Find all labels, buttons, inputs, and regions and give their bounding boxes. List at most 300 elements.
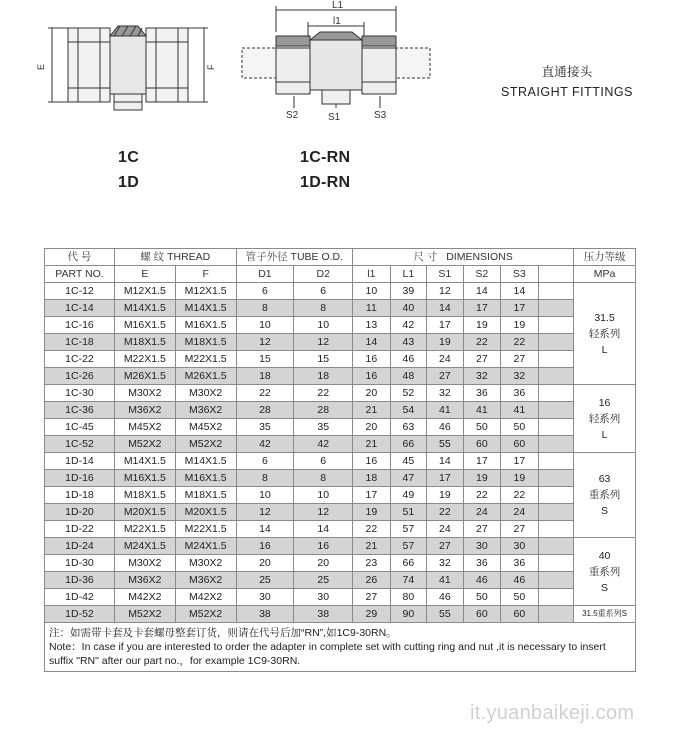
table-cell: 25: [236, 572, 294, 589]
table-cell: 1D-24: [45, 538, 115, 555]
table-cell: 17: [501, 300, 539, 317]
table-cell: 14: [353, 334, 391, 351]
pressure-cell: [574, 283, 636, 385]
table-cell: 42: [294, 436, 353, 453]
header-s2: S2: [463, 266, 501, 283]
table-cell: 36: [463, 555, 501, 572]
pressure-series: L: [601, 343, 608, 356]
table-cell-empty: [538, 283, 574, 300]
table-cell: M22X1.5: [114, 521, 175, 538]
table-cell: 1C-26: [45, 368, 115, 385]
table-cell: M30X2: [175, 385, 236, 402]
table-cell: 50: [463, 589, 501, 606]
table-cell: M24X1.5: [114, 538, 175, 555]
table-cell: 36: [463, 385, 501, 402]
table-cell: 40: [390, 300, 426, 317]
table-cell: 8: [236, 470, 294, 487]
table-cell: M12X1.5: [114, 283, 175, 300]
table-cell-empty: [538, 589, 574, 606]
pressure-value: 40: [598, 549, 611, 562]
table-cell: M36X2: [114, 572, 175, 589]
note-cell: [45, 623, 636, 672]
table-cell: M18X1.5: [175, 487, 236, 504]
table-header-row-2: [45, 266, 636, 283]
table-cell: 12: [236, 504, 294, 521]
table-cell: 80: [390, 589, 426, 606]
fitting-rn-drawing: [236, 0, 466, 124]
table-cell: 52: [390, 385, 426, 402]
pressure-series: S: [601, 505, 609, 517]
note-chinese: 注：如需带卡套及卡套螺母整套订货，则请在代号后加“RN”,如1C9-30RN。: [49, 627, 397, 639]
table-body: [45, 283, 636, 623]
table-cell: 27: [463, 351, 501, 368]
table-cell: 50: [463, 419, 501, 436]
table-cell: 46: [427, 419, 463, 436]
table-cell: M30X2: [114, 555, 175, 572]
pressure-cn: 轻系列: [588, 327, 621, 340]
table-cell: 22: [294, 385, 353, 402]
table-cell: M16X1.5: [175, 317, 236, 334]
table-cell: 6: [294, 453, 353, 470]
table-cell: M45X2: [114, 419, 175, 436]
table-cell-empty: [538, 334, 574, 351]
table-cell: 42: [236, 436, 294, 453]
table-cell: 57: [390, 521, 426, 538]
table-cell: 27: [427, 538, 463, 555]
table-cell: 50: [501, 419, 539, 436]
table-cell: 30: [236, 589, 294, 606]
table-cell: M24X1.5: [175, 538, 236, 555]
table-cell: M18X1.5: [114, 334, 175, 351]
table-cell: 32: [501, 368, 539, 385]
table-cell: 30: [463, 538, 501, 555]
table-cell: M52X2: [175, 436, 236, 453]
table-cell: 10: [294, 317, 353, 334]
caption-chinese: 直通接头: [541, 65, 593, 79]
table-cell-empty: [538, 538, 574, 555]
table-cell: M14X1.5: [114, 300, 175, 317]
header-code-cn: 代 号: [45, 249, 115, 266]
table-cell: M14X1.5: [114, 453, 175, 470]
table-cell: 11: [353, 300, 391, 317]
table-cell: 16: [236, 538, 294, 555]
table-cell: 17: [463, 300, 501, 317]
header-s1: S1: [427, 266, 463, 283]
table-cell: 66: [390, 555, 426, 572]
table-row: [45, 436, 636, 453]
table-cell: 46: [390, 351, 426, 368]
table-cell: 32: [427, 555, 463, 572]
pressure-cell: [574, 453, 636, 538]
table-cell: 27: [427, 368, 463, 385]
table-cell-empty: [538, 606, 574, 623]
table-cell: 60: [501, 436, 539, 453]
table-cell: M18X1.5: [175, 334, 236, 351]
table-cell: 13: [353, 317, 391, 334]
table-cell: 12: [236, 334, 294, 351]
table-cell: 46: [427, 589, 463, 606]
table-row: [45, 402, 636, 419]
table-row: [45, 317, 636, 334]
table-cell: 24: [427, 351, 463, 368]
table-cell: 18: [236, 368, 294, 385]
pressure-value: 31.5: [594, 311, 615, 324]
table-cell: 8: [236, 300, 294, 317]
table-row: [45, 334, 636, 351]
watermark: it.yuanbaikeji.com: [470, 702, 635, 724]
header-s3: S3: [501, 266, 539, 283]
header-l-small: l1: [353, 266, 391, 283]
table-cell: M22X1.5: [114, 351, 175, 368]
caption-english: STRAIGHT FITTINGS: [501, 85, 633, 99]
table-cell-empty: [538, 504, 574, 521]
pressure-cell: [574, 385, 636, 453]
table-row: [45, 555, 636, 572]
table-cell: 10: [353, 283, 391, 300]
table-row: [45, 572, 636, 589]
table-cell-empty: [538, 436, 574, 453]
table-cell: 20: [353, 385, 391, 402]
table-cell: 1C-45: [45, 419, 115, 436]
table-cell: 60: [463, 436, 501, 453]
table-cell: 18: [294, 368, 353, 385]
table-cell-empty: [538, 385, 574, 402]
table-cell: 8: [294, 470, 353, 487]
header-thread-en: THREAD: [167, 251, 211, 263]
table-cell: 15: [294, 351, 353, 368]
table-cell-empty: [538, 487, 574, 504]
table-cell-empty: [538, 402, 574, 419]
table-cell: 17: [501, 453, 539, 470]
table-cell: 21: [353, 436, 391, 453]
table-cell: 19: [353, 504, 391, 521]
header-tube: [236, 249, 353, 266]
table-cell: 21: [353, 538, 391, 555]
table-cell: 45: [390, 453, 426, 470]
dimension-f-label: F: [206, 64, 216, 70]
table-cell: 30: [294, 589, 353, 606]
table-cell: 21: [353, 402, 391, 419]
table-cell: 18: [353, 470, 391, 487]
table-cell: 1D-20: [45, 504, 115, 521]
table-cell: 36: [501, 385, 539, 402]
table-cell: 14: [427, 453, 463, 470]
table-cell: M52X2: [114, 606, 175, 623]
table-cell: M20X1.5: [114, 504, 175, 521]
table-cell-empty: [538, 351, 574, 368]
table-row: [45, 606, 636, 623]
table-row: [45, 300, 636, 317]
table-cell: 17: [353, 487, 391, 504]
table-cell: 14: [463, 283, 501, 300]
table-cell: 26: [353, 572, 391, 589]
pressure-cn: 轻系列: [588, 412, 621, 425]
table-cell: 1D-30: [45, 555, 115, 572]
table-cell: 22: [353, 521, 391, 538]
table-cell: M42X2: [114, 589, 175, 606]
pressure-value: 31.5重系列S: [582, 609, 628, 618]
table-cell: 17: [427, 470, 463, 487]
table-cell: 16: [353, 368, 391, 385]
table-cell: 16: [353, 453, 391, 470]
table-cell: 32: [463, 368, 501, 385]
table-cell: 35: [294, 419, 353, 436]
table-cell: 1C-18: [45, 334, 115, 351]
header-l1: L1: [390, 266, 426, 283]
table-cell: 60: [463, 606, 501, 623]
s3-label: S3: [374, 110, 387, 121]
table-row: [45, 487, 636, 504]
table-cell: 55: [427, 606, 463, 623]
model-1d-label: 1D: [118, 174, 140, 191]
table-row: [45, 419, 636, 436]
dimension-l1-label: L1: [332, 0, 344, 11]
table-cell: 16: [294, 538, 353, 555]
table-cell: 29: [353, 606, 391, 623]
table-cell-empty: [538, 300, 574, 317]
note-row: [45, 623, 636, 672]
dimension-e-label: E: [36, 63, 46, 70]
header-mpa: MPa: [574, 266, 636, 283]
table-cell: 1C-14: [45, 300, 115, 317]
table-cell: 12: [294, 504, 353, 521]
table-cell: 28: [294, 402, 353, 419]
table-cell: 1D-14: [45, 453, 115, 470]
table-cell: M26X1.5: [175, 368, 236, 385]
table-row: [45, 470, 636, 487]
table-cell: 39: [390, 283, 426, 300]
table-cell: M26X1.5: [114, 368, 175, 385]
s1-label: S1: [328, 112, 341, 123]
table-cell: 1D-36: [45, 572, 115, 589]
table-cell: 46: [463, 572, 501, 589]
table-cell: 54: [390, 402, 426, 419]
table-row: [45, 453, 636, 470]
header-dimensions: [353, 249, 574, 266]
table-cell: M42X2: [175, 589, 236, 606]
table-cell: M36X2: [175, 572, 236, 589]
table-cell: 41: [463, 402, 501, 419]
model-1c-rn-label: 1C-RN: [300, 149, 351, 166]
table-cell: 12: [294, 334, 353, 351]
header-pressure-cn: 压力等级: [574, 249, 636, 266]
table-cell: 19: [427, 487, 463, 504]
table-cell: 66: [390, 436, 426, 453]
pressure-cell: [574, 606, 636, 623]
table-cell-empty: [538, 453, 574, 470]
header-thread: [114, 249, 236, 266]
table-cell: 57: [390, 538, 426, 555]
table-cell: M14X1.5: [175, 300, 236, 317]
table-row: [45, 351, 636, 368]
table-cell: 19: [463, 470, 501, 487]
table-cell: 24: [463, 504, 501, 521]
note-english: Note：In case if you are interested to order the adapter in complete set with cutting ring and nut ,it is necessary to insert suffix "RN" after our part no.，for example 1C9-30RN.: [49, 641, 606, 667]
table-cell: 35: [236, 419, 294, 436]
table-cell: 50: [501, 589, 539, 606]
table-row: [45, 504, 636, 521]
table-cell: 28: [236, 402, 294, 419]
table-cell: 49: [390, 487, 426, 504]
table-cell: 12: [427, 283, 463, 300]
table-cell: M18X1.5: [114, 487, 175, 504]
table-cell: M36X2: [175, 402, 236, 419]
table-cell: 1C-36: [45, 402, 115, 419]
table-cell: 22: [501, 334, 539, 351]
table-cell: M45X2: [175, 419, 236, 436]
header-part-no: PART NO.: [45, 266, 115, 283]
table-row: [45, 521, 636, 538]
table-row: [45, 589, 636, 606]
header-dimensions-en: DIMENSIONS: [446, 251, 513, 263]
table-cell: 55: [427, 436, 463, 453]
table-cell: 48: [390, 368, 426, 385]
table-cell: 20: [294, 555, 353, 572]
table-cell: 14: [294, 521, 353, 538]
table-cell: 20: [353, 419, 391, 436]
table-cell-empty: [538, 368, 574, 385]
table-cell: 30: [501, 538, 539, 555]
table-row: [45, 385, 636, 402]
table-cell: M16X1.5: [114, 470, 175, 487]
table-cell: M14X1.5: [175, 453, 236, 470]
table-cell: 22: [501, 487, 539, 504]
table-cell: 19: [501, 470, 539, 487]
table-cell: 38: [236, 606, 294, 623]
table-cell: 22: [463, 334, 501, 351]
table-cell: 17: [463, 453, 501, 470]
table-cell: 47: [390, 470, 426, 487]
header-e: E: [114, 266, 175, 283]
table-cell-empty: [538, 555, 574, 572]
table-cell: 41: [427, 572, 463, 589]
table-cell: 20: [236, 555, 294, 572]
pressure-cn: 重系列: [588, 565, 621, 578]
table-cell: 22: [427, 504, 463, 521]
table-cell: M16X1.5: [175, 470, 236, 487]
table-cell: M12X1.5: [175, 283, 236, 300]
table-cell: 22: [236, 385, 294, 402]
table-cell: M52X2: [175, 606, 236, 623]
table-cell: 41: [501, 402, 539, 419]
header-f: F: [175, 266, 236, 283]
table-header-row-1: [45, 249, 636, 266]
table-cell: 42: [390, 317, 426, 334]
header-tube-cn: 管子外径: [245, 251, 288, 263]
header-d1: D1: [236, 266, 294, 283]
header-d2: D2: [294, 266, 353, 283]
table-row: [45, 538, 636, 555]
table-cell: M30X2: [175, 555, 236, 572]
table-cell: 51: [390, 504, 426, 521]
table-cell-empty: [538, 572, 574, 589]
table-cell: 16: [353, 351, 391, 368]
table-cell-empty: [538, 419, 574, 436]
table-cell: 10: [236, 317, 294, 334]
table-cell: 27: [353, 589, 391, 606]
table-cell: M30X2: [114, 385, 175, 402]
table-cell: 63: [390, 419, 426, 436]
pressure-series: S: [601, 581, 609, 594]
pressure-cn: 重系列: [588, 489, 621, 501]
table-cell: 19: [501, 317, 539, 334]
table-cell: 1D-42: [45, 589, 115, 606]
dimension-small-l1-label: l1: [333, 16, 341, 27]
table-cell: 10: [236, 487, 294, 504]
table-row: [45, 368, 636, 385]
model-1d-rn-label: 1D-RN: [300, 174, 351, 191]
table-cell: 24: [501, 504, 539, 521]
table-cell: 32: [427, 385, 463, 402]
table-cell: 15: [236, 351, 294, 368]
s2-label: S2: [286, 110, 299, 121]
table-cell: 19: [463, 317, 501, 334]
table-cell: 41: [427, 402, 463, 419]
table-cell: 25: [294, 572, 353, 589]
table-cell: 22: [463, 487, 501, 504]
table-cell: 6: [294, 283, 353, 300]
table-cell: M22X1.5: [175, 521, 236, 538]
table-row: [45, 283, 636, 300]
table-cell-empty: [538, 470, 574, 487]
table-cell: M36X2: [114, 402, 175, 419]
table-cell: 46: [501, 572, 539, 589]
table-cell: M16X1.5: [114, 317, 175, 334]
fitting-1c-1d-drawing: [38, 12, 218, 124]
table-cell: 1D-16: [45, 470, 115, 487]
table-cell: 27: [463, 521, 501, 538]
table-cell: 1C-30: [45, 385, 115, 402]
table-cell: 1C-22: [45, 351, 115, 368]
table-cell-empty: [538, 317, 574, 334]
table-cell: 10: [294, 487, 353, 504]
pressure-value: 16: [598, 396, 611, 409]
pressure-value: 63: [598, 473, 611, 485]
table-cell: 1C-16: [45, 317, 115, 334]
table-cell: 43: [390, 334, 426, 351]
header-dimensions-cn: 尺 寸: [413, 251, 438, 263]
table-cell: 74: [390, 572, 426, 589]
dimensions-table: [44, 248, 636, 672]
table-cell-empty: [538, 521, 574, 538]
table-cell: 14: [501, 283, 539, 300]
table-cell: 23: [353, 555, 391, 572]
table-cell: M22X1.5: [175, 351, 236, 368]
table-cell: 27: [501, 351, 539, 368]
table-cell: 36: [501, 555, 539, 572]
pressure-series: L: [601, 428, 608, 441]
model-1c-label: 1C: [118, 149, 140, 166]
table-cell: 24: [427, 521, 463, 538]
table-cell: 90: [390, 606, 426, 623]
table-cell: 1D-52: [45, 606, 115, 623]
table-cell: 27: [501, 521, 539, 538]
header-tube-en: TUBE O.D.: [290, 251, 344, 263]
table-cell: 14: [427, 300, 463, 317]
table-cell: 60: [501, 606, 539, 623]
header-thread-cn: 螺 纹: [140, 251, 165, 263]
table-cell: 14: [236, 521, 294, 538]
table-cell: 8: [294, 300, 353, 317]
table-cell: M20X1.5: [175, 504, 236, 521]
table-cell: 6: [236, 453, 294, 470]
table-cell: 1C-52: [45, 436, 115, 453]
table-cell: 6: [236, 283, 294, 300]
table-cell: 38: [294, 606, 353, 623]
header-empty: [538, 266, 574, 283]
table-cell: 1D-18: [45, 487, 115, 504]
pressure-cell: [574, 538, 636, 606]
